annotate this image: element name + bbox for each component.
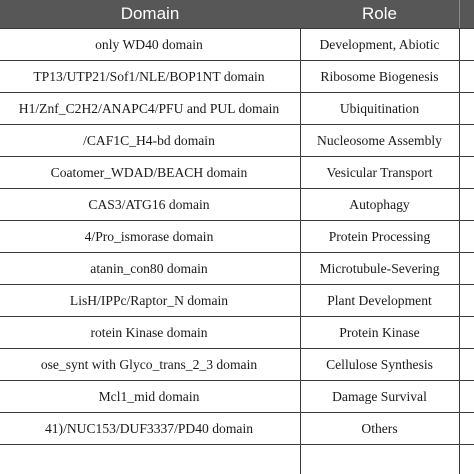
domain-cell: TP13/UTP21/Sof1/NLE/BOP1NT domain <box>33 69 265 84</box>
table-row <box>0 157 474 189</box>
header-role: Role <box>362 4 397 23</box>
table-row <box>0 285 474 317</box>
table-row <box>0 349 474 381</box>
role-cell: Others <box>361 421 398 436</box>
column-divider <box>459 221 460 252</box>
table-body <box>0 29 474 474</box>
domain-cell: /CAF1C_H4-bd domain <box>83 133 215 148</box>
column-divider <box>459 381 460 412</box>
role-cell: Autophagy <box>349 197 410 212</box>
domain-cell: atanin_con80 domain <box>90 261 208 276</box>
role-cell: Plant Development <box>327 293 432 308</box>
table-row <box>0 317 474 349</box>
table-row <box>0 221 474 253</box>
column-divider <box>459 157 460 188</box>
header-column-divider <box>459 0 460 28</box>
column-divider <box>459 125 460 156</box>
column-divider <box>459 189 460 220</box>
role-cell <box>300 445 459 474</box>
column-divider <box>459 285 460 316</box>
role-cell: Development, Abiotic <box>319 37 440 52</box>
domain-cell: only WD40 domain <box>95 37 203 52</box>
column-divider <box>459 29 460 60</box>
column-divider <box>459 349 460 380</box>
table-row <box>0 413 474 445</box>
role-cell: Nucleosome Assembly <box>317 133 442 148</box>
domain-cell: LisH/IPPc/Raptor_N domain <box>69 293 229 308</box>
domain-cell: ose_synt with Glyco_trans_2_3 domain <box>40 357 258 372</box>
role-cell: Ubiquitination <box>339 101 420 116</box>
header-domain: Domain <box>120 4 180 23</box>
role-cell: Protein Processing <box>328 229 431 244</box>
domain-cell: rotein Kinase domain <box>90 325 208 340</box>
domain-cell: CAS3/ATG16 domain <box>88 197 210 212</box>
role-cell: Protein Kinase <box>339 325 420 340</box>
domain-cell: Coatomer_WDAD/BEACH domain <box>50 165 248 180</box>
column-divider <box>459 253 460 284</box>
domain-cell: 41)/NUC153/DUF3337/PD40 domain <box>44 421 254 436</box>
table-row <box>0 61 474 93</box>
role-cell: Vesicular Transport <box>326 165 433 180</box>
role-cell: Damage Survival <box>332 389 427 404</box>
domain-cell <box>0 445 300 474</box>
column-divider <box>459 413 460 444</box>
table-row <box>0 29 474 61</box>
column-divider <box>459 317 460 348</box>
domain-cell: 4/Pro_ismorase domain <box>84 229 214 244</box>
role-cell: Cellulose Synthesis <box>326 357 433 372</box>
table-row <box>0 253 474 285</box>
column-divider <box>459 93 460 124</box>
column-divider <box>459 445 460 474</box>
role-cell: Microtubule-Severing <box>319 261 440 276</box>
column-divider <box>459 61 460 92</box>
domain-cell: H1/Znf_C2H2/ANAPC4/PFU and PUL domain <box>18 101 280 116</box>
table-header <box>0 0 474 29</box>
table-row <box>0 93 474 125</box>
table-row <box>0 189 474 221</box>
table-row <box>0 381 474 413</box>
table-row <box>0 125 474 157</box>
domain-cell: Mcl1_mid domain <box>98 389 200 404</box>
table-row <box>0 445 474 474</box>
role-cell: Ribosome Biogenesis <box>320 69 439 84</box>
